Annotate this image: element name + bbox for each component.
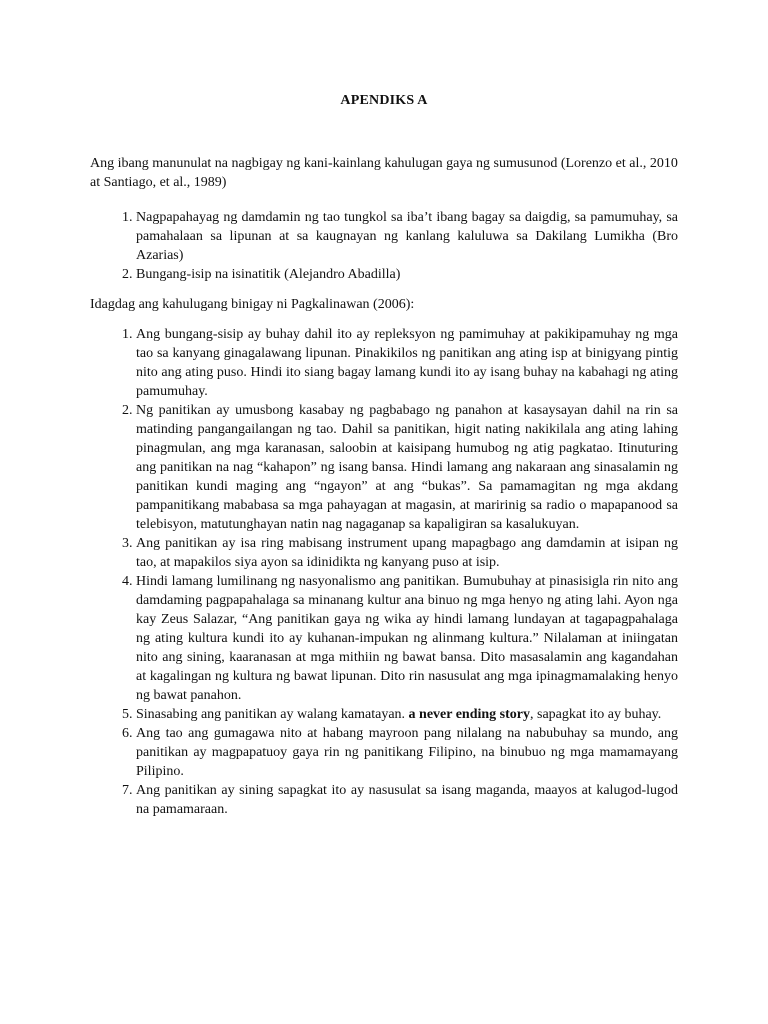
definition-list-2 — [90, 325, 678, 819]
document-body — [90, 154, 678, 819]
list-item: 6. Ang tao ang gumagawa nito at habang mayroon pang nilalang na nabubuhay sa mundo, ang panitikan ay magpapatuoy gaya rin ng panitikang Filipino, na binubuo ng mga mamamayang Pilipino. — [136, 724, 678, 781]
list-item: 3. Ang panitikan ay isa ring mabisang instrument upang mapagbago ang damdamin at isipan ng tao, at mapakilos siya ayon sa idinidikta ng kanyang puso at isip. — [136, 534, 678, 572]
definition-list-1 — [90, 208, 678, 284]
list-item — [136, 705, 678, 724]
list-item-text-before: Sinasabing ang panitikan ay walang kamatayan. — [136, 707, 409, 722]
list-item: 1. Ang bungang-sisip ay buhay dahil ito ay repleksyon ng pamimuhay at pakikipamuhay ng mga tao sa kanyang ginagalawang lipunan. Pinakikilos ng panitikan ang ating isp at binigyang pintig nito ang ating puso. Hindi ito siang bagay lamang kundi ito ay isang buhay na kabahagi ng ating pamumuhay. — [136, 325, 678, 401]
list-item: 2. Bungang-isip na isinatitik (Alejandro Abadilla) — [136, 265, 678, 284]
intro-paragraph-2: Idagdag ang kahulugang binigay ni Pagkalinawan (2006): — [90, 297, 415, 312]
intro-paragraph-1: Ang ibang manunulat na nagbigay ng kani-kainlang kahulugan gaya ng sumusunod (Lorenzo et al., 2010 at Santiago, et al., 1989) — [90, 156, 678, 190]
list-item: 4. Hindi lamang lumilinang ng nasyonalismo ang panitikan. Bumubuhay at pinasisigla rin nito ang damdaming pagpapahalaga sa minanang kultur ana binuo ng mga henyo ng ating lahi. Ayon nga kay Zeus Salazar, “Ang panitikan gaya ng wika ay hindi lamang lundayan at tagapagpahalaga ng ating kultura kundi ito ay kuhanan-impukan ng alinmang kultura.” Nilalaman at iniingatan nito ang sining, kaaranasan at mga mithiin ng bawat bansa. Dito masasalamin ang kagandahan at kagalingan ng kultura ng bawat lipunan. Dito rin nasusulat ang mga ipinagmamalaking henyo ng bawat panahon. — [136, 572, 678, 705]
emphasis-text: a never ending story — [408, 707, 530, 722]
list-item: 1. Nagpapahayag ng damdamin ng tao tungkol sa iba’t ibang bagay sa daigdig, sa pamumuhay, sa pamahalaan sa lipunan at sa kaugnayan ng kanlang kaluluwa sa Dakilang Lumikha (Bro Azarias) — [136, 208, 678, 265]
list-item: 7. Ang panitikan ay sining sapagkat ito ay nasusulat sa isang maganda, maayos at kalugod-lugod na pamamaraan. — [136, 781, 678, 819]
page-title: APENDIKS A — [340, 93, 428, 108]
list-item-text-after: , sapagkat ito ay buhay. — [530, 707, 662, 722]
list-item: 2. Ng panitikan ay umusbong kasabay ng pagbabago ng panahon at kasaysayan dahil na rin sa matinding pangangailangan ng tao. Dahil sa panitikan, higit nating nakikilala ang ating lahing pinagmulan, ang mga karanasan, saloobin at kaisipang humubog ng atig pagkatao. Itinuturing ang panitikan na nag “kahapon” ng isang bansa. Hindi lamang ang nakaraan ang sinasalamin ng panitikan kundi maging ang “ngayon” at ang “bukas”. Sa pamamagitan ng mga akdang pampanitikang mababasa sa mga pahayagan at magasin, at maririnig sa radio o mapapanood sa telebisyon, matutunghayan natin nag nagaganap sa kapaligiran sa kasalukuyan. — [136, 401, 678, 534]
